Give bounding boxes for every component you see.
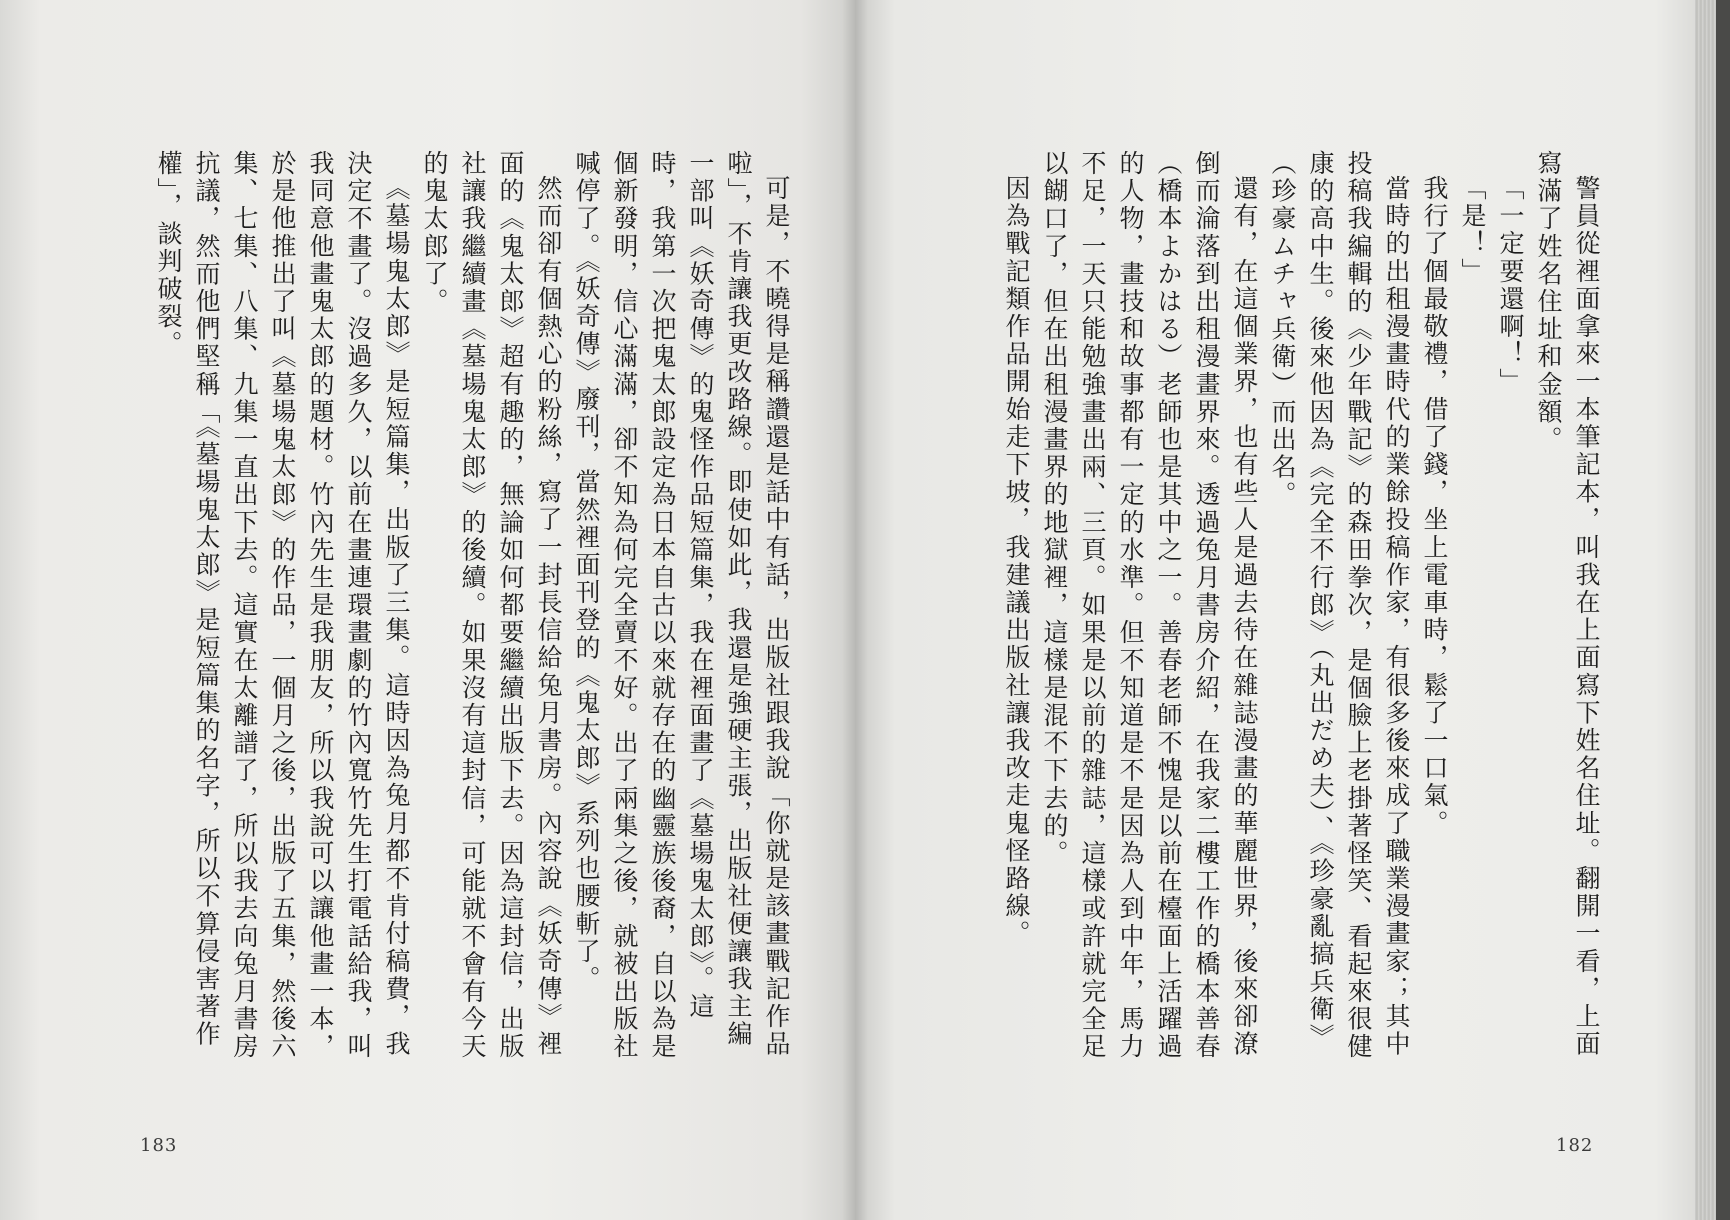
paragraph: 還有，在這個業界，也有些人是過去待在雜誌漫畫的華麗世界，後來卻潦倒而淪落到出租漫畫界來。透過兔月書房介紹，在我家二樓工作的橋本善春（橋本よかはる）老師也是其中之一。善春老師不愧是以前在檯面上活躍過的人物，畫技和故事都有一定的水準。但不知道是不是因為人到中年，馬力不足，一天只能勉強畫出兩、三頁。如果是以前的雜誌，這樣或許就完全足以餬口了，但在出租漫畫界的地獄裡，這樣是混不下去的。 <box>1040 150 1259 1061</box>
scan-border <box>1716 0 1730 1220</box>
book-gutter <box>842 0 868 1220</box>
paragraph: 可是，不曉得是稱讚還是話中有話，出版社跟我說「你就是該畫戰記作品啦」，不肯讓我更改路線。即使如此，我還是強硬主張，出版社便讓我主編一部叫《妖奇傳》的鬼怪作品短篇集，我在裡面畫了《墓場鬼太郎》。這時，我第一次把鬼太郎設定為日本自古以來就存在的幽靈族後裔，自以為是個新發明，信心滿滿，卻不知為何完全賣不好。出了兩集之後，就被出版社喊停了。《妖奇傳》廢刊，當然裡面刊登的《鬼太郎》系列也腰斬了。 <box>572 150 791 1061</box>
paragraph: 當時的出租漫畫時代的業餘投稿作家，有很多後來成了職業漫畫家；其中投稿我編輯的《少年戰記》的森田拳次，是個臉上老掛著怪笑、看起來很健康的高中生。後來他因為《完全不行郎》（丸出だめ夫）、《珍豪亂搞兵衛》（珍豪ムチャ兵衛）而出名。 <box>1268 150 1411 1061</box>
page-number-right: 182 <box>1556 1135 1594 1156</box>
paragraph: 「是！」 <box>1458 175 1487 286</box>
paragraph: 《墓場鬼太郎》是短篇集，出版了三集。這時因為兔月都不肯付稿費，我決定不畫了。沒過多久，以前在畫連環畫劇的竹內寬竹先生打電話給我，叫我同意他畫鬼太郎的題材。竹內先生是我朋友，所以我說可以讓他畫一本，於是他推出了叫《墓場鬼太郎》的作品，一個月之後，出版了五集，然後六集、七集、八集、九集一直出下去。這實在太離譜了，所以我去向兔月書房抗議，然而他們堅稱「《墓場鬼太郎》是短篇集的名字，所以不算侵害著作權」，談判破裂。 <box>154 150 411 1061</box>
paragraph: 「一定要還啊！」 <box>1496 175 1525 396</box>
right-page-text <box>970 150 1605 1070</box>
paragraph: 我行了個最敬禮，借了錢，坐上電車時，鬆了一口氣。 <box>1420 175 1449 838</box>
left-page-text <box>154 150 795 1070</box>
page-number-left: 183 <box>140 1135 178 1156</box>
paragraph: 然而卻有個熱心的粉絲，寫了一封長信給兔月書房。內容說《妖奇傳》裡面的《鬼太郎》超有趣的，無論如何都要繼續出版下去。因為這封信，出版社讓我繼續畫《墓場鬼太郎》的後續。如果沒有這封信，可能就不會有今天的鬼太郎了。 <box>420 150 563 1061</box>
paragraph: 因為戰記類作品開始走下坡，我建議出版社讓我改走鬼怪路線。 <box>1002 175 1031 948</box>
paragraph: 警員從裡面拿來一本筆記本，叫我在上面寫下姓名住址。翻開一看，上面寫滿了姓名住址和金額。 <box>1534 150 1601 1059</box>
